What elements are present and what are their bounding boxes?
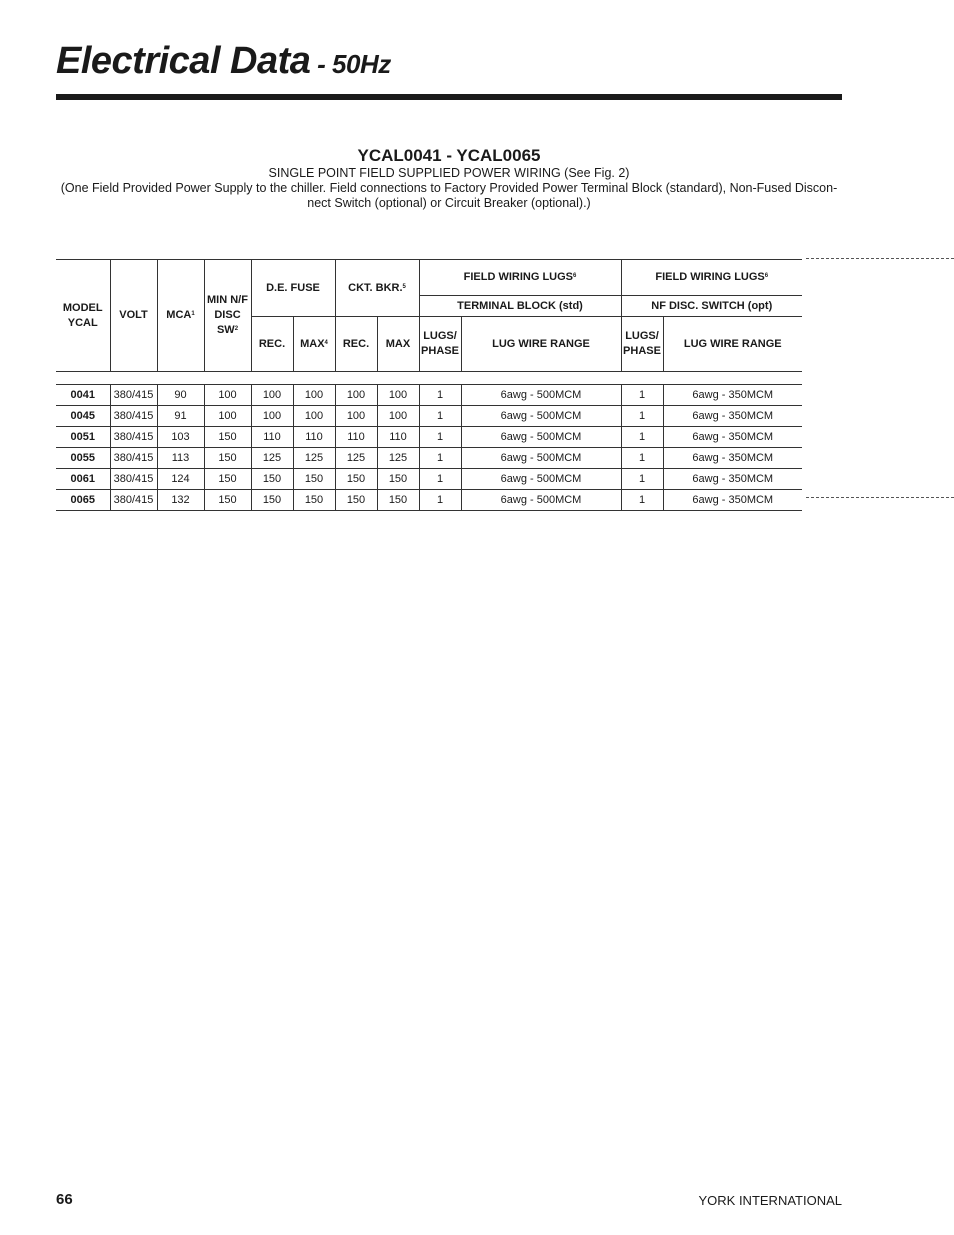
cell-min-nf-disc-sw: 150 [204,490,251,511]
cell-lug-wire-range-2: 6awg - 350MCM [663,490,802,511]
cell-model: 0051 [56,427,110,448]
header-lug-wire-range-1: LUG WIRE RANGE [461,317,621,372]
table-row [56,490,802,511]
cell-bkr-rec: 100 [335,385,377,406]
table-body [56,372,802,511]
cell-mca: 90 [157,385,204,406]
header-min-nf-footnote: 2 [234,326,239,332]
cell-model: 0065 [56,490,110,511]
header-min-nf-disc-sw [204,260,251,372]
cell-volt: 380/415 [110,427,157,448]
cell-lug-wire-range-2: 6awg - 350MCM [663,469,802,490]
cell-mca: 124 [157,469,204,490]
header-min-nf-label: MIN N/F DISC SW [207,294,248,336]
header-field-wiring-lugs-2 [621,260,802,296]
header-lugs-phase-2: LUGS/ PHASE [621,317,663,372]
cell-fuse-max: 125 [293,448,335,469]
header-bkr-max: MAX [377,317,419,372]
dashed-rule-bottom [806,497,954,498]
cell-min-nf-disc-sw: 150 [204,427,251,448]
section-note: (One Field Provided Power Supply to the chiller. Field connections to Factory Provided Power Terminal Block (standard), Non-Fused Discon-nect Switch (optional) or Circuit Breaker (optional).) [60,181,838,210]
header-volt: VOLT [110,260,157,372]
cell-lugs-phase-1: 1 [419,406,461,427]
header-mca-footnote: 1 [191,311,195,317]
table-row [56,385,802,406]
header-bkr-rec: REC. [335,317,377,372]
cell-lug-wire-range-1: 6awg - 500MCM [461,448,621,469]
table-row [56,427,802,448]
table-row [56,406,802,427]
cell-fuse-max: 110 [293,427,335,448]
header-lug-wire-range-2: LUG WIRE RANGE [663,317,802,372]
cell-bkr-max: 100 [377,385,419,406]
cell-mca: 103 [157,427,204,448]
cell-bkr-max: 125 [377,448,419,469]
header-fwl-1-footnote: 6 [573,273,577,279]
electrical-data-table [56,259,802,511]
header-nf-disc-switch: NF DISC. SWITCH (opt) [621,296,802,317]
cell-lug-wire-range-1: 6awg - 500MCM [461,406,621,427]
title-rule [56,94,842,100]
header-fwl-2-label: FIELD WIRING LUGS [655,271,765,283]
header-de-fuse: D.E. FUSE [251,260,335,317]
cell-lugs-phase-1: 1 [419,448,461,469]
cell-lug-wire-range-2: 6awg - 350MCM [663,448,802,469]
cell-bkr-max: 150 [377,469,419,490]
cell-mca: 132 [157,490,204,511]
cell-lugs-phase-1: 1 [419,490,461,511]
header-mca [157,260,204,372]
table-row [56,469,802,490]
section-subtitle: SINGLE POINT FIELD SUPPLIED POWER WIRING (See Fig. 2) [268,166,630,180]
header-lugs-phase-1: LUGS/ PHASE [419,317,461,372]
section-title: YCAL0041 - YCAL0065 [357,146,541,165]
cell-bkr-rec: 150 [335,490,377,511]
cell-lug-wire-range-1: 6awg - 500MCM [461,427,621,448]
page-title [56,40,391,83]
header-fuse-max [293,317,335,372]
cell-bkr-rec: 110 [335,427,377,448]
header-ckt-bkr [335,260,419,317]
header-gap-row [56,372,802,385]
header-ckt-bkr-label: CKT. BKR. [348,281,403,294]
cell-volt: 380/415 [110,385,157,406]
cell-lug-wire-range-2: 6awg - 350MCM [663,406,802,427]
cell-min-nf-disc-sw: 100 [204,406,251,427]
cell-bkr-rec: 150 [335,469,377,490]
cell-model: 0041 [56,385,110,406]
cell-fuse-rec: 100 [251,385,293,406]
cell-volt: 380/415 [110,406,157,427]
header-fwl-1-label: FIELD WIRING LUGS [463,271,574,283]
cell-volt: 380/415 [110,490,157,511]
cell-fuse-max: 100 [293,406,335,427]
cell-lugs-phase-2: 1 [621,469,663,490]
gap-cell [56,372,802,385]
cell-lug-wire-range-2: 6awg - 350MCM [663,427,802,448]
header-fuse-max-label: MAX [300,337,325,350]
cell-lugs-phase-2: 1 [621,448,663,469]
page-number: 66 [56,1191,73,1208]
cell-lugs-phase-1: 1 [419,385,461,406]
cell-mca: 113 [157,448,204,469]
header-mca-label: MCA [166,309,192,321]
cell-lugs-phase-1: 1 [419,469,461,490]
table-row [56,448,802,469]
header-field-wiring-lugs-1 [419,260,621,296]
header-fwl-2-footnote: 6 [764,273,769,279]
page-title-sub: - 50Hz [310,49,391,79]
cell-lug-wire-range-1: 6awg - 500MCM [461,385,621,406]
cell-fuse-rec: 110 [251,427,293,448]
cell-mca: 91 [157,406,204,427]
company-name: YORK INTERNATIONAL [698,1193,842,1208]
cell-model: 0045 [56,406,110,427]
cell-fuse-max: 150 [293,469,335,490]
header-terminal-block: TERMINAL BLOCK (std) [419,296,621,317]
section-heading [56,146,842,211]
cell-lugs-phase-2: 1 [621,490,663,511]
cell-volt: 380/415 [110,469,157,490]
cell-min-nf-disc-sw: 150 [204,448,251,469]
cell-fuse-rec: 125 [251,448,293,469]
cell-bkr-max: 110 [377,427,419,448]
cell-min-nf-disc-sw: 100 [204,385,251,406]
cell-model: 0061 [56,469,110,490]
header-ckt-bkr-footnote: 5 [402,283,406,290]
cell-volt: 380/415 [110,448,157,469]
table-header [56,260,802,372]
cell-model: 0055 [56,448,110,469]
header-fuse-max-footnote: 4 [324,339,328,346]
dashed-rule-top [806,258,954,259]
page-title-main: Electrical Data [56,40,311,82]
cell-lug-wire-range-1: 6awg - 500MCM [461,469,621,490]
cell-fuse-max: 100 [293,385,335,406]
header-fuse-rec: REC. [251,317,293,372]
cell-lug-wire-range-1: 6awg - 500MCM [461,490,621,511]
cell-lug-wire-range-2: 6awg - 350MCM [663,385,802,406]
cell-fuse-rec: 150 [251,490,293,511]
header-model: MODEL YCAL [56,260,110,372]
cell-lugs-phase-2: 1 [621,385,663,406]
cell-lugs-phase-2: 1 [621,427,663,448]
cell-bkr-rec: 100 [335,406,377,427]
cell-fuse-max: 150 [293,490,335,511]
cell-bkr-max: 150 [377,490,419,511]
cell-fuse-rec: 150 [251,469,293,490]
cell-bkr-max: 100 [377,406,419,427]
cell-fuse-rec: 100 [251,406,293,427]
cell-lugs-phase-2: 1 [621,406,663,427]
cell-min-nf-disc-sw: 150 [204,469,251,490]
cell-bkr-rec: 125 [335,448,377,469]
cell-lugs-phase-1: 1 [419,427,461,448]
